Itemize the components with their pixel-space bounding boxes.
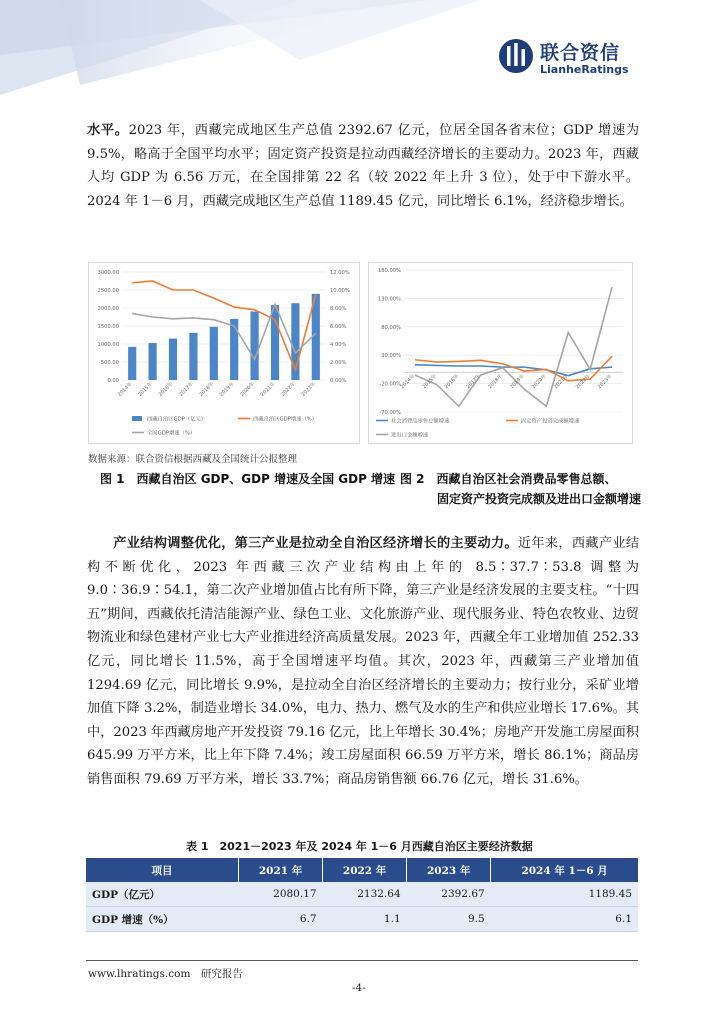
economic-data-table: [86, 858, 638, 932]
paragraph-gdp-overview: [87, 119, 639, 213]
x-tick-label: 2019年: [218, 381, 236, 398]
table-cell: 2080.17: [239, 882, 323, 907]
paragraph-lead: 水平。: [87, 123, 129, 138]
legend-label: 进出口金额增速: [391, 432, 429, 439]
x-tick-label: 2016年: [157, 381, 175, 398]
y-tick-label: -70.00%: [379, 410, 401, 416]
table-header-cell: 2022 年: [323, 858, 407, 882]
x-tick-label: 2018年: [198, 381, 216, 398]
gdp-bar: [189, 333, 197, 380]
x-tick-label: 2014年: [399, 373, 417, 391]
y-right-tick-label: 4.00%: [330, 342, 347, 348]
gdp-bar: [128, 347, 136, 380]
table-row: [86, 907, 638, 932]
x-tick-label: 2021年: [552, 373, 570, 391]
y-left-tick-label: 3000.00: [97, 270, 119, 276]
table-caption: 表 1 2021－2023 年及 2024 年 1－6 月西藏自治区主要经济数据: [186, 840, 533, 853]
legend-label: 全国GDP增速（%）: [147, 430, 196, 437]
legend-label: 社会消费品零售总额增速: [391, 418, 450, 425]
y-tick-label: -20.00%: [379, 381, 401, 388]
y-tick-label: 180.00%: [377, 268, 401, 274]
paragraph-industry-structure: [87, 532, 639, 792]
y-left-tick-label: 1500.00: [97, 324, 119, 330]
footer-site[interactable]: www.lhratings.com 研究报告: [88, 968, 243, 980]
y-right-tick-label: 2.00%: [330, 360, 347, 366]
table-row: [86, 882, 638, 907]
logo: [498, 37, 638, 79]
source-note: 数据来源：联合资信根据西藏及全国统计公报整理: [88, 454, 298, 465]
x-tick-label: 2014年: [116, 381, 134, 398]
y-right-tick-label: 10.00%: [330, 288, 350, 294]
x-tick-label: 2017年: [178, 381, 195, 398]
table-header-cell: 2024 年 1－6 月: [491, 858, 638, 882]
x-tick-label: 2022年: [574, 373, 592, 391]
footer-divider: [86, 960, 638, 961]
page-number: -4-: [352, 982, 366, 994]
legend-label: 西藏自治区GDP增速（%）: [253, 416, 318, 423]
table-header-cell: 2021 年: [239, 858, 323, 882]
table-cell: 2392.67: [407, 882, 491, 907]
y-left-tick-label: 1000.00: [97, 342, 119, 348]
x-tick-label: 2020年: [530, 373, 548, 391]
figure2-caption-line1: 图 2 西藏自治区社会消费品零售总额、: [400, 472, 617, 486]
figure1-caption: 图 1 西藏自治区 GDP、GDP 增速及全国 GDP 增速: [100, 472, 396, 486]
x-tick-label: 2016年: [443, 373, 461, 391]
y-tick-label: 30.00%: [381, 353, 401, 360]
x-tick-label: 2023年: [300, 381, 318, 398]
table-cell: GDP（亿元）: [86, 882, 239, 907]
paragraph-body: 近年来，西藏产业结构不断优化，2023 年西藏三次产业结构由上年的 8.5∶37.7∶53.8 调整为 9.0∶36.9∶54.1，第二次产业增加值占比有所下降，第三产业是经济发展的主要支柱。“十四五”期间，西藏依托清洁能源产业、绿色工业、文化旅游产业、现代服务业、特色农牧业、边贸物流业和绿色建材产业七大产业推进经济高质量发展。2023 年，西藏全年工业增加值 252.33 亿元，同比增长 11.5%，高于全国增速平均值。其次，2023 年，西藏第三产业增加值 1294.69 亿元，同比增长 9.9%，是拉动全自治区经济增长的主要动力；按行业分，采矿业增加值下降 3.2%，制造业增长 34.0%，电力、热力、燃气及水的生产和供应业增长 17.6%。其中，2023 年西藏房地产开发投资 79.16 亿元，比上年增长 30.4%；房地产开发施工房屋面积 645.99 万平方米，比上年下降 7.4%；竣工房屋面积 66.59 万平方米，增长 86.1%；商品房销售面积 79.69 万平方米，增长 33.7%；商品房销售额 66.76 亿元，增长 31.6%。: [87, 536, 640, 787]
y-right-tick-label: 0.00%: [330, 378, 347, 384]
table-cell: 6.7: [239, 907, 323, 932]
table-cell: GDP 增速（%）: [86, 907, 239, 932]
paragraph-body: 2023 年，西藏完成地区生产总值 2392.67 亿元，位居全国各省末位；GDP 增速为 9.5%，略高于全国平均水平；固定资产投资是拉动西藏经济增长的主要动力。2023 年，西藏人均 GDP 为 6.56 万元，在全国排第 22 名（较 2022 年上升 3 位），处于中下游水平。2024 年 1－6 月，西藏完成地区生产总值 1189.45 亿元，同比增长 6.1%，经济稳步增长。: [87, 123, 640, 209]
gdp-bar: [251, 312, 259, 380]
y-tick-label: 130.00%: [377, 296, 401, 303]
logo-name-en: LianheRatings: [540, 63, 629, 76]
y-left-tick-label: 0.00: [107, 378, 119, 384]
gdp-bar: [210, 327, 218, 380]
table-header-cell: 2023 年: [407, 858, 491, 882]
x-tick-label: 2023年: [596, 373, 614, 391]
chart-frame: [369, 263, 633, 444]
table-cell: 1189.45: [491, 882, 638, 907]
legend-swatch: [132, 416, 142, 421]
legend-label: 固定资产投资完成额增速: [521, 418, 580, 425]
y-tick-label: 80.00%: [381, 324, 401, 331]
figure2-caption-line2: 固定资产投资完成额及进出口金额增速: [437, 492, 642, 506]
x-tick-label: 2015年: [137, 381, 155, 398]
gdp-bar: [169, 339, 177, 380]
x-tick-label: 2020年: [239, 381, 257, 398]
x-tick-label: 2018年: [487, 373, 504, 391]
table-cell: 1.1: [323, 907, 407, 932]
table-cell: 9.5: [407, 907, 491, 932]
y-left-tick-label: 2000.00: [97, 306, 119, 312]
table-cell: 6.1: [491, 907, 638, 932]
x-tick-label: 2019年: [509, 373, 526, 391]
gdp-bar: [271, 305, 279, 380]
x-tick-label: 2022年: [280, 381, 297, 398]
chart-gdp-and-growth: [88, 262, 360, 444]
y-left-tick-label: 500.00: [100, 360, 119, 366]
table-header-cell: 项目: [86, 858, 239, 882]
gdp-bar: [230, 319, 238, 380]
y-left-tick-label: 2500.00: [97, 288, 119, 294]
legend-label: 西藏自治区GDP（亿元）: [147, 416, 207, 423]
y-right-tick-label: 12.00%: [330, 270, 350, 276]
chart-consumption-investment-trade: [368, 262, 633, 444]
logo-icon: [498, 37, 534, 75]
table-header-row: [86, 858, 638, 882]
table-cell: 2132.64: [323, 882, 407, 907]
gdp-bar: [149, 343, 157, 380]
x-tick-label: 2015年: [421, 373, 439, 391]
y-right-tick-label: 8.00%: [330, 306, 347, 312]
y-right-tick-label: 6.00%: [330, 324, 347, 330]
x-tick-label: 2017年: [465, 373, 483, 391]
paragraph-lead: 产业结构调整优化，第三产业是拉动全自治区经济增长的主要动力。: [113, 536, 518, 551]
x-tick-label: 2021年: [259, 381, 277, 398]
logo-name-cn: 联合资信: [540, 42, 621, 64]
